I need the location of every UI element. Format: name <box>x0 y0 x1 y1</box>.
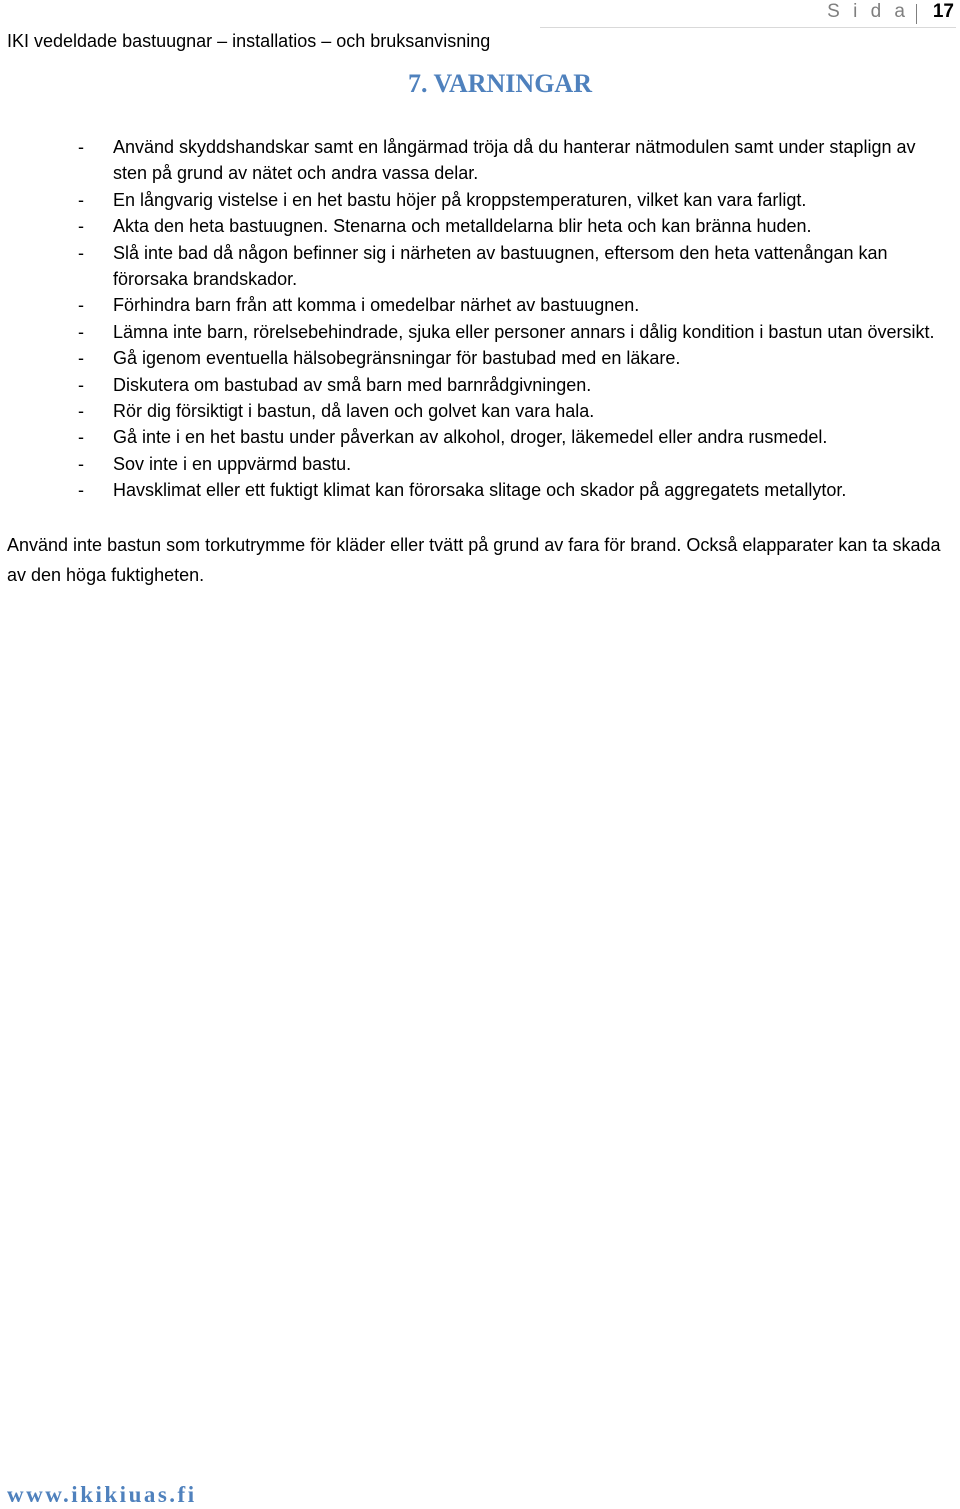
warning-text: Lämna inte barn, rörelsebehindrade, sjuka eller personer annars i dålig kondition i bastun utan översikt. <box>113 321 935 342</box>
warning-text: Gå inte i en het bastu under påverkan av alkohol, droger, läkemedel eller andra rusmedel. <box>113 427 828 448</box>
list-item <box>78 451 954 477</box>
bullet-dash: - <box>78 348 84 369</box>
bullet-dash: - <box>78 216 84 237</box>
bullet-dash: - <box>78 374 84 395</box>
list-item <box>78 345 954 371</box>
bullet-dash: - <box>78 295 84 316</box>
bullet-dash: - <box>78 427 84 448</box>
warning-text: Sov inte i en uppvärmd bastu. <box>113 453 352 474</box>
warning-text: Diskutera om bastubad av små barn med barnrådgivningen. <box>113 374 592 395</box>
footer-website-url: www.ikikiuas.fi <box>7 1482 197 1507</box>
warning-text: Havsklimat eller ett fuktigt klimat kan förorsaka slitage och skador på aggregatets metallytor. <box>113 480 847 501</box>
warning-text: Akta den heta bastuugnen. Stenarna och metalldelarna blir heta och kan bränna huden. <box>113 216 812 237</box>
bullet-dash: - <box>78 453 84 474</box>
list-item <box>78 398 954 424</box>
warning-text: Förhindra barn från att komma i omedelbar närhet av bastuugnen. <box>113 295 640 316</box>
warning-text: En långvarig vistelse i en het bastu höjer på kroppstemperaturen, vilket kan vara farligt. <box>113 189 807 210</box>
bullet-dash: - <box>78 189 84 210</box>
bullet-dash: - <box>78 137 84 157</box>
list-item <box>78 292 954 318</box>
document-title: IKI vedeldade bastuugnar – installatios – och bruksanvisning <box>7 31 491 51</box>
list-item <box>78 319 954 345</box>
bullet-dash: - <box>78 242 84 263</box>
bullet-dash: - <box>78 321 84 342</box>
list-item <box>78 187 954 213</box>
warning-text: Rör dig försiktigt i bastun, då laven och golvet kan vara hala. <box>113 401 595 422</box>
warning-text: Gå igenom eventuella hälsobegränsningar för bastubad med en läkare. <box>113 348 681 369</box>
warnings-list <box>78 134 954 504</box>
list-item <box>78 240 954 293</box>
bullet-dash: - <box>78 480 84 501</box>
list-item <box>78 477 954 503</box>
closing-paragraph: Använd inte bastun som torkutrymme för kläder eller tvätt på grund av fara för brand. Också elapparater kan ta skada av den höga fuktigheten. <box>7 535 941 585</box>
bullet-dash: - <box>78 401 84 422</box>
section-heading: 7. VARNINGAR <box>408 69 592 98</box>
page-number: 17 <box>932 1 954 22</box>
list-item <box>78 372 954 398</box>
list-item <box>78 424 954 450</box>
list-item <box>78 134 954 187</box>
list-item <box>78 213 954 239</box>
page-number-separator <box>916 4 917 24</box>
warning-text: Använd skyddshandskar samt en långärmad tröja då du hanterar nätmodulen samt under staplign av sten på grund av nätet och andra vassa delar. <box>113 137 916 184</box>
page-label: S i d a <box>827 1 909 22</box>
warning-text: Slå inte bad då någon befinner sig i närheten av bastuugnen, eftersom den heta vattenångan kan förorsaka brandskador. <box>113 242 888 290</box>
header-rule <box>540 27 956 28</box>
